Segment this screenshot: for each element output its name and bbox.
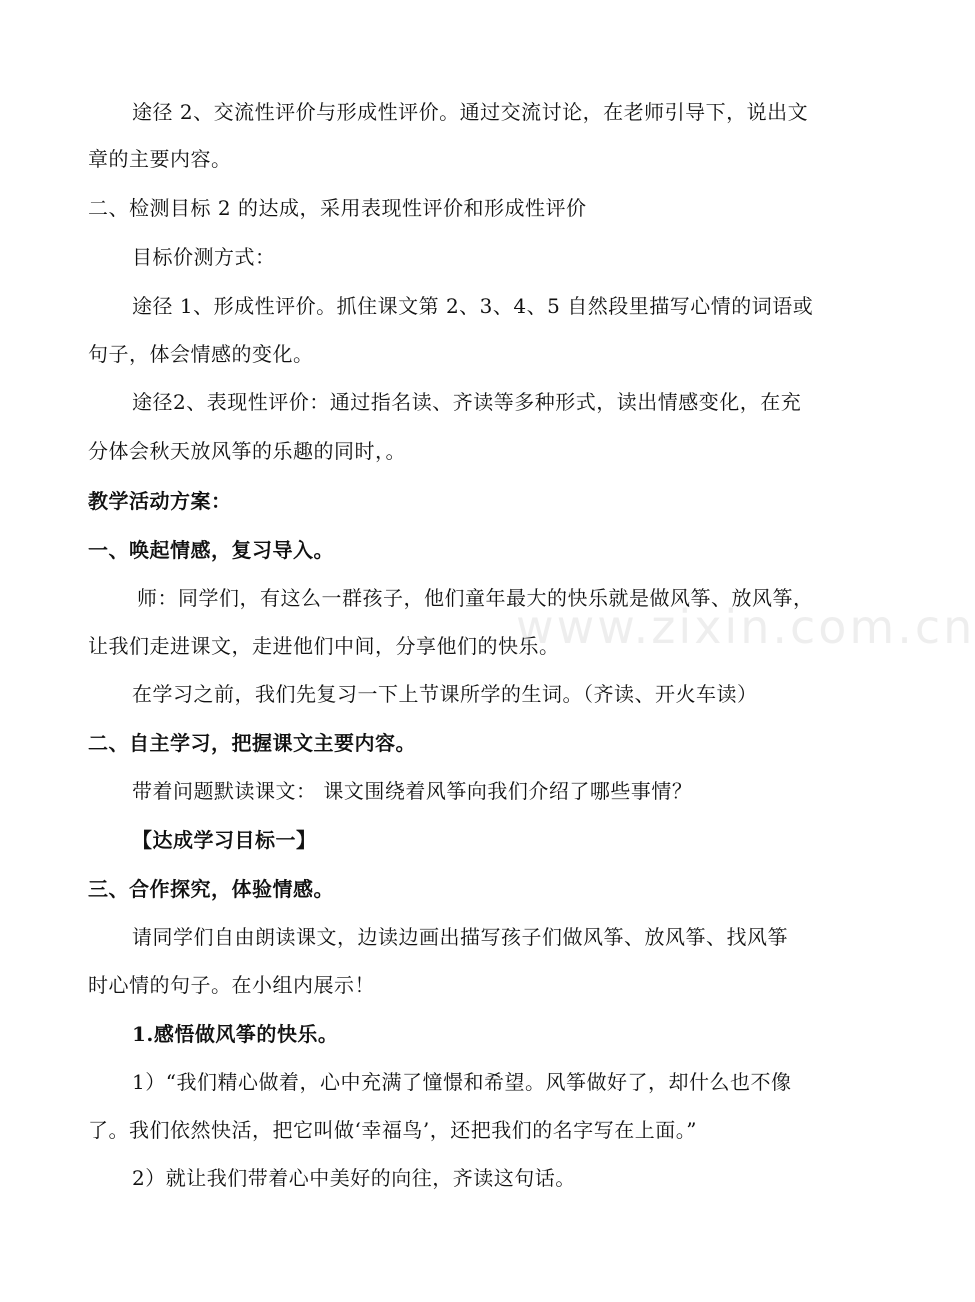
- paragraph-line: 在学习之前，我们先复习一下上节课所学的生词。（齐读、开火车读）: [132, 682, 758, 706]
- section-heading: 二、自主学习，把握课文主要内容。: [88, 731, 416, 755]
- paragraph-line: 分体会秋天放风筝的乐趣的同时，。: [88, 439, 406, 463]
- paragraph-line: 章的主要内容。: [88, 147, 232, 171]
- paragraph-line: 途径 2、交流性评价与形成性评价。通过交流讨论，在老师引导下，说出文: [132, 100, 809, 124]
- section-heading: 三、合作探究，体验情感。: [88, 877, 334, 901]
- paragraph-line: 让我们走进课文，走进他们中间，分享他们的快乐。: [88, 634, 560, 658]
- goal-label: 【达成学习目标一】: [132, 828, 317, 852]
- paragraph-line: 1）“我们精心做着，心中充满了憧憬和希望。风筝做好了，却什么也不像: [132, 1070, 792, 1094]
- section-title: 教学活动方案：: [88, 489, 232, 513]
- paragraph-line: 2）就让我们带着心中美好的向往，齐读这句话。: [132, 1166, 576, 1190]
- paragraph-line: 请同学们自由朗读课文，边读边画出描写孩子们做风筝、放风筝、找风筝: [132, 925, 788, 949]
- watermark: www.zixin.com.cn: [516, 600, 975, 654]
- section-heading: 二、检测目标 2 的达成，采用表现性评价和形成性评价: [88, 196, 587, 220]
- paragraph-line: 目标价测方式：: [132, 245, 276, 269]
- paragraph-line: 途径 1、形成性评价。抓住课文第 2、3、4、5 自然段里描写心情的词语或: [132, 294, 814, 318]
- paragraph-line: 句子，体会情感的变化。: [88, 342, 314, 366]
- paragraph-line: 了。我们依然快活，把它叫做‘幸福鸟’，还把我们的名字写在上面。”: [88, 1118, 697, 1142]
- section-heading: 一、唤起情感，复习导入。: [88, 538, 334, 562]
- paragraph-line: 带着问题默读课文： 课文围绕着风筝向我们介绍了哪些事情？: [132, 779, 693, 803]
- paragraph-line: 途径2、表现性评价：通过指名读、齐读等多种形式，读出情感变化，在充: [132, 390, 802, 414]
- paragraph-line: 师：同学们，有这么一群孩子，他们童年最大的快乐就是做风筝、放风筝，: [137, 586, 814, 610]
- subsection-heading: 1.感悟做风筝的快乐。: [132, 1022, 339, 1046]
- paragraph-line: 时心情的句子。在小组内展示！: [88, 973, 375, 997]
